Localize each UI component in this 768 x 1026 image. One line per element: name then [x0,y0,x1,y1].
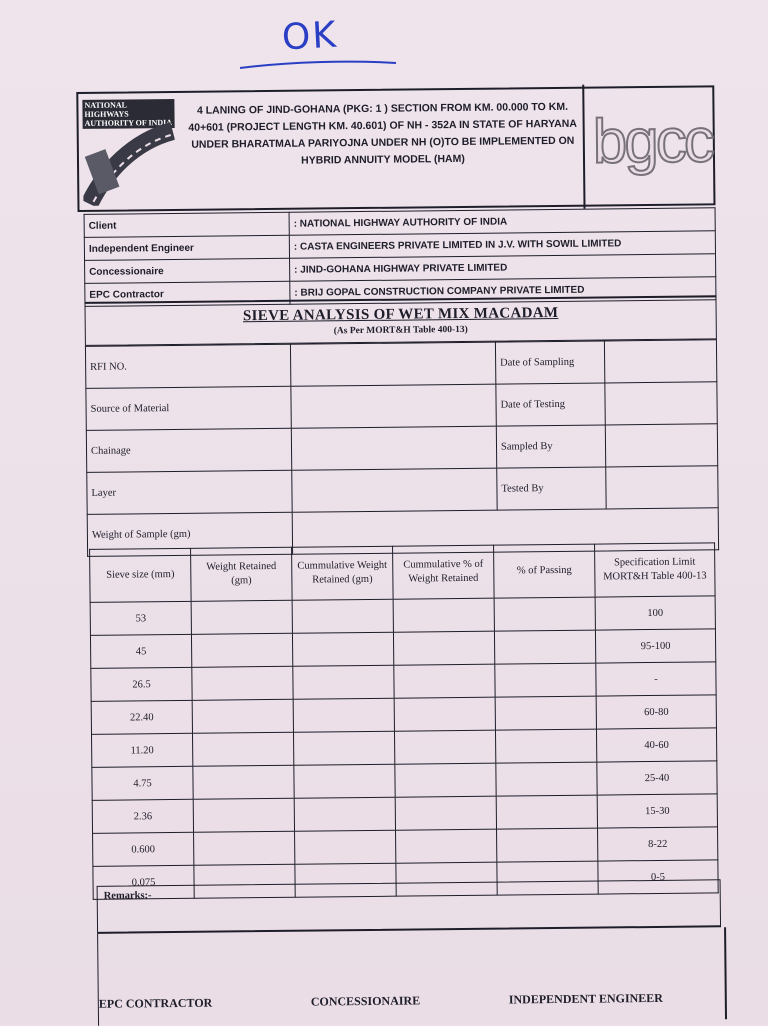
cumulative-weight-cell[interactable] [292,599,393,633]
field-label: Sampled By [496,425,605,468]
remarks-box[interactable] [97,879,721,934]
cumulative-weight-cell[interactable] [294,797,395,831]
party-value: : JIND-GOHANA HIGHWAY PRIVATE LIMITED [290,254,716,281]
sample-details-table [85,339,719,557]
weight-retained-cell[interactable] [191,600,292,634]
sieve-analysis-table [89,542,719,900]
spec-limit-cell: 25-40 [597,761,717,795]
cumulative-percent-cell[interactable] [393,631,494,665]
spec-limit-cell: 15-30 [597,794,717,828]
weight-retained-cell[interactable] [194,831,295,865]
percent-passing-cell[interactable] [496,795,597,829]
field-label: Chainage [86,428,291,472]
spec-limit-cell: 40-60 [596,728,716,762]
table-row [87,466,718,515]
table-row [86,382,717,431]
percent-passing-cell[interactable] [497,828,598,862]
sieve-size-cell: 2.36 [92,799,193,833]
cumulative-percent-cell[interactable] [395,796,496,830]
parties-table [84,207,717,307]
party-label: Independent Engineer [84,235,289,260]
weight-retained-cell[interactable] [193,798,294,832]
party-label: Client [84,212,289,237]
field-label: Date of Testing [496,383,605,426]
field-label: Date of Sampling [495,341,604,384]
sieve-size-cell: 4.75 [92,766,193,800]
cumulative-percent-cell[interactable] [394,730,495,764]
party-label: Concessionaire [85,258,290,283]
bgcc-logo: bgcc [592,106,713,177]
field-value-blank[interactable] [605,424,717,467]
sieve-size-cell: 11.20 [91,733,192,767]
nhai-logo [82,99,175,204]
party-value: : NATIONAL HIGHWAY AUTHORITY OF INDIA [289,208,715,235]
cumulative-weight-cell[interactable] [294,764,395,798]
party-value: : CASTA ENGINEERS PRIVATE LIMITED IN J.V. WITH SOWIL LIMITED [289,231,715,258]
nhai-logo-text: NATIONAL HIGHWAYS AUTHORITY OF INDIA [82,99,174,129]
sieve-table-body [90,596,718,900]
cumulative-weight-cell[interactable] [295,830,396,864]
spec-limit-cell: - [596,662,716,696]
percent-passing-cell[interactable] [495,729,596,763]
form-title: SIEVE ANALYSIS OF WET MIX MACADAM [242,304,559,325]
epc-contractor-signature: EPC CONTRACTOR [98,995,213,1011]
percent-passing-cell[interactable] [494,630,595,664]
spec-limit-cell: 60-80 [596,695,716,729]
independent-engineer-signature: INDEPENDENT ENGINEER [508,990,664,1007]
field-value-blank[interactable] [291,426,496,470]
spec-limit-cell: 95-100 [595,629,715,663]
field-label: Source of Material [86,386,291,430]
cumulative-weight-cell[interactable] [293,665,394,699]
road-icon [83,121,176,206]
spec-limit-cell: 0-5 [598,860,718,894]
sieve-size-cell: 53 [90,601,191,635]
field-value-blank[interactable] [606,466,718,509]
field-value-blank[interactable] [604,340,716,383]
form-sheet [76,59,726,1026]
cumulative-weight-cell[interactable] [293,731,394,765]
column-header: Cummulative Weight Retained (gm) [292,546,394,600]
percent-passing-cell[interactable] [495,663,596,697]
column-header: Cummulative % of Weight Retained [393,545,495,599]
remarks-label: Remarks:- [103,890,152,902]
field-value-blank[interactable] [290,342,495,386]
percent-passing-cell[interactable] [496,762,597,796]
percent-passing-cell[interactable] [494,597,595,631]
sieve-size-cell: 26.5 [91,667,192,701]
cumulative-weight-cell[interactable] [293,698,394,732]
sieve-size-cell: 0.600 [93,832,194,866]
cumulative-percent-cell[interactable] [394,697,495,731]
weight-retained-cell[interactable] [192,666,293,700]
cumulative-weight-cell[interactable] [292,632,393,666]
table-row [85,340,716,389]
field-value-blank[interactable] [605,382,717,425]
field-label: Tested By [497,467,606,510]
column-header: Sieve size (mm) [90,548,192,602]
cumulative-percent-cell[interactable] [393,598,494,632]
cumulative-percent-cell[interactable] [395,763,496,797]
field-label: Layer [87,470,292,514]
signature-row [97,927,727,1026]
party-label: EPC Contractor [85,281,290,306]
project-title: 4 LANING OF JIND-GOHANA (PKG: 1 ) SECTION FROM KM. 00.000 TO KM. 40+601 (PROJECT LENGTH KM. 40.601) OF NH - 352A IN STATE OF HARYANA UNDER BHARATMALA PARIYOJNA UNDER NH (O)TO BE IMPLEMENTED ON HYBRID ANNUITY MODEL (HAM) [188,100,577,167]
column-header: Weight Retained (gm) [191,547,293,601]
field-value-blank[interactable] [291,384,496,428]
cumulative-percent-cell[interactable] [396,829,497,863]
weight-retained-cell[interactable] [192,699,293,733]
party-value: : BRIJ GOPAL CONSTRUCTION COMPANY PRIVATE LIMITED [290,277,716,304]
field-label: Weight of Sample (gm) [87,512,292,556]
column-header: Specification Limit MORT&H Table 400-13 [595,543,716,597]
percent-passing-cell[interactable] [495,696,596,730]
form-subtitle: (As Per MORT&H Table 400-13) [333,324,468,337]
column-header: % of Passing [494,544,596,598]
weight-retained-cell[interactable] [191,633,292,667]
weight-retained-cell[interactable] [192,732,293,766]
form-header [76,85,715,212]
handwritten-ok-mark: OK [280,14,339,59]
sieve-size-cell: 0.075 [93,865,194,899]
table-row [86,424,717,473]
concessionaire-signature: CONCESSIONAIRE [310,993,421,1009]
sieve-size-cell: 45 [90,634,191,668]
form-title-block [84,295,716,346]
table-header-row [90,543,716,603]
sieve-size-cell: 22.40 [91,700,192,734]
company-logo-box [582,83,719,208]
spec-limit-cell: 8-22 [598,827,718,861]
weight-retained-cell[interactable] [193,765,294,799]
spec-limit-cell: 100 [595,596,715,630]
field-label: RFI NO. [85,344,290,388]
field-value-blank[interactable] [292,468,497,512]
cumulative-percent-cell[interactable] [394,664,495,698]
